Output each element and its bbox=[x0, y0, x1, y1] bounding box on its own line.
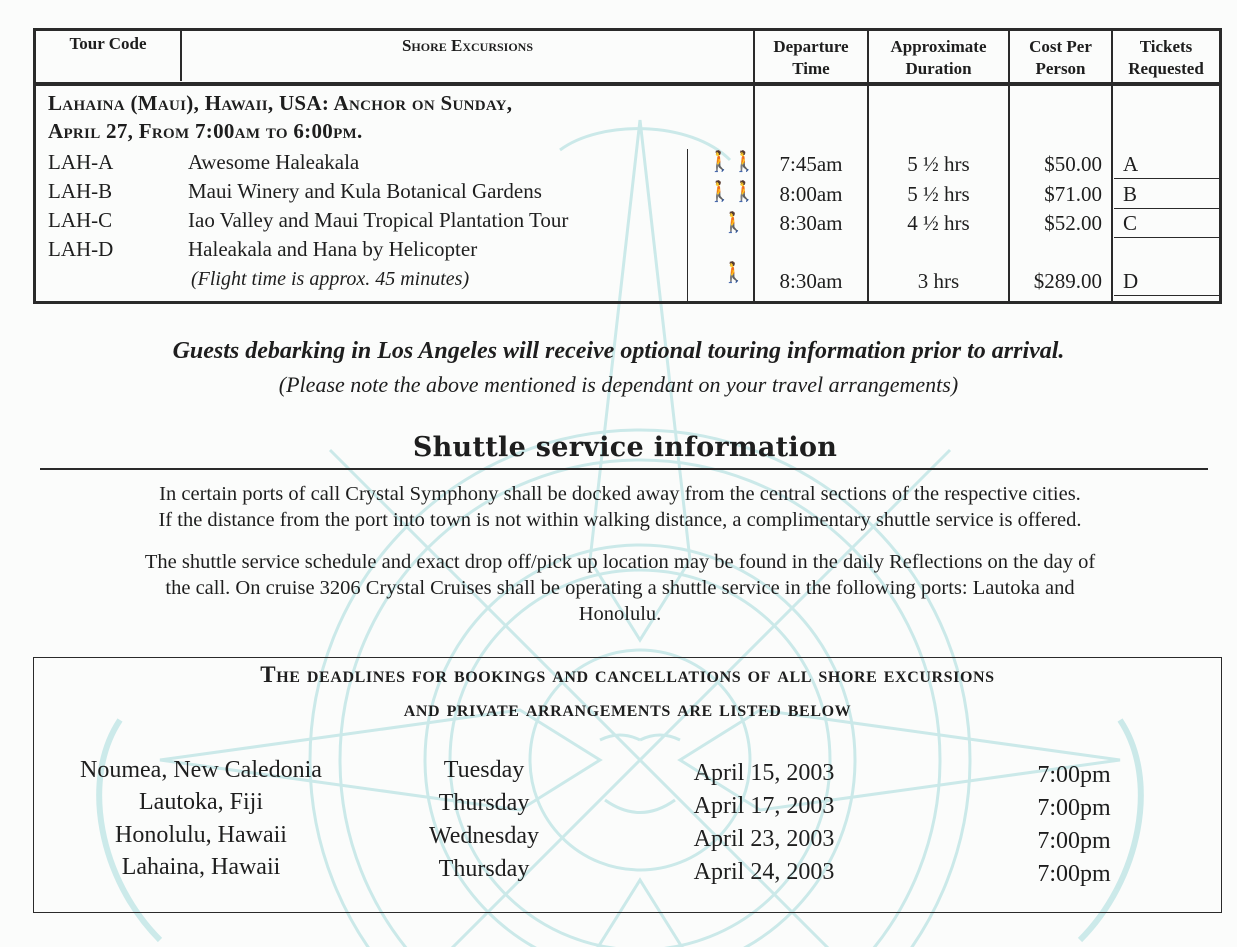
cost: $52.00 bbox=[1044, 211, 1102, 235]
section-divider bbox=[40, 468, 1208, 470]
header-cost-per-person: Cost Per Person bbox=[1029, 37, 1092, 78]
walking-person-icon: 🚶 bbox=[721, 212, 746, 234]
deadline-port: Lahaina, Hawaii bbox=[121, 854, 281, 880]
duration: 3 hrs bbox=[917, 269, 960, 293]
notice-travel-arrangements: (Please note the above mentioned is dependant on your travel arrangements) bbox=[278, 372, 959, 397]
ticket-letter[interactable]: C bbox=[1123, 211, 1138, 235]
notice-debarking: Guests debarking in Los Angeles will receive optional touring information prior to arrival. bbox=[172, 338, 1065, 364]
deadline-date: April 17, 2003 bbox=[693, 793, 835, 819]
departure-time: 8:00am bbox=[779, 182, 843, 206]
deadline-time: 7:00pm bbox=[1037, 762, 1111, 788]
deadline-day: Thursday bbox=[438, 790, 530, 816]
tour-code: LAH-A bbox=[48, 150, 114, 174]
activity-column-divider bbox=[687, 149, 688, 301]
shuttle-paragraph-2 bbox=[30, 549, 1210, 627]
cost: $71.00 bbox=[1044, 182, 1102, 206]
deadline-time: 7:00pm bbox=[1037, 861, 1111, 887]
deadlines-title-line-1: The deadlines for bookings and cancellations of all shore excursions bbox=[260, 662, 995, 687]
port-title bbox=[48, 89, 512, 145]
ticket-letter[interactable]: B bbox=[1123, 182, 1138, 206]
excursion-note: (Flight time is approx. 45 minutes) bbox=[191, 268, 470, 290]
ticket-line bbox=[1114, 237, 1222, 238]
tour-code: LAH-D bbox=[48, 237, 114, 261]
deadlines-title-line-2: and private arrangements are listed below bbox=[403, 696, 852, 721]
deadlines-box bbox=[33, 657, 1222, 913]
tour-code: LAH-B bbox=[48, 179, 113, 203]
shuttle-paragraph-1 bbox=[30, 481, 1210, 533]
deadline-date: April 23, 2003 bbox=[693, 826, 835, 852]
paragraph-line: If the distance from the port into town is not within walking distance, a complimentary shuttle service is offered. bbox=[158, 509, 1082, 531]
cost: $50.00 bbox=[1044, 152, 1102, 176]
paragraph-line: Honolulu. bbox=[578, 603, 662, 625]
tour-code: LAH-C bbox=[48, 208, 113, 232]
duration: 5 ½ hrs bbox=[907, 152, 970, 176]
ticket-letter[interactable]: A bbox=[1123, 152, 1139, 176]
paragraph-line: In certain ports of call Crystal Symphony shall be docked away from the central sections of the respective cities. bbox=[159, 483, 1081, 505]
port-title-line-2: April 27, From 7:00am to 6:00pm. bbox=[48, 119, 363, 143]
excursion-name: Haleakala and Hana by Helicopter bbox=[188, 237, 478, 261]
header-departure-time: Departure Time bbox=[773, 37, 849, 78]
header-rule bbox=[36, 82, 1219, 86]
deadline-day: Thursday bbox=[438, 856, 530, 882]
ticket-line bbox=[1114, 295, 1222, 296]
departure-time: 8:30am bbox=[779, 211, 843, 235]
cost: $289.00 bbox=[1033, 269, 1102, 293]
duration: 5 ½ hrs bbox=[907, 182, 970, 206]
shuttle-section-title: Shuttle service information bbox=[412, 432, 838, 463]
ticket-line bbox=[1114, 208, 1222, 209]
header-tickets-requested: Tickets Requested bbox=[1128, 37, 1204, 78]
excursion-name: Awesome Haleakala bbox=[188, 150, 360, 174]
deadline-time: 7:00pm bbox=[1037, 828, 1111, 854]
deadline-time: 7:00pm bbox=[1037, 795, 1111, 821]
deadline-date: April 24, 2003 bbox=[693, 859, 835, 885]
shore-excursions-table bbox=[33, 28, 1222, 304]
ticket-letter[interactable]: D bbox=[1123, 269, 1139, 293]
deadline-day: Tuesday bbox=[443, 757, 525, 783]
excursion-name: Iao Valley and Maui Tropical Plantation Tour bbox=[188, 208, 569, 232]
paragraph-line: The shuttle service schedule and exact drop off/pick up location may be found in the daily Reflections on the day of bbox=[144, 551, 1096, 573]
deadline-date: April 15, 2003 bbox=[693, 760, 835, 786]
departure-time: 7:45am bbox=[779, 152, 843, 176]
deadline-day: Wednesday bbox=[428, 823, 540, 849]
paragraph-line: the call. On cruise 3206 Crystal Cruises shall be operating a shuttle service in the following ports: Lautoka and bbox=[165, 577, 1075, 599]
walking-person-pair-icon: 🚶🚶 bbox=[707, 151, 757, 173]
walking-person-pair-icon: 🚶🚶 bbox=[707, 181, 757, 203]
duration: 4 ½ hrs bbox=[907, 211, 970, 235]
excursion-name: Maui Winery and Kula Botanical Gardens bbox=[188, 179, 542, 203]
header-tour-code: Tour Code bbox=[69, 34, 147, 53]
deadline-port: Lautoka, Fiji bbox=[139, 789, 263, 815]
ticket-line bbox=[1114, 178, 1222, 179]
header-shore-excursions: Shore Excursions bbox=[401, 36, 534, 55]
walking-person-icon: 🚶 bbox=[721, 262, 746, 284]
deadline-port: Honolulu, Hawaii bbox=[115, 822, 287, 848]
departure-time: 8:30am bbox=[779, 269, 843, 293]
header-approximate-duration: Approximate Duration bbox=[890, 37, 987, 78]
deadline-port: Noumea, New Caledonia bbox=[80, 757, 322, 783]
port-title-line-1: Lahaina (Maui), Hawaii, USA: Anchor on Sunday, bbox=[48, 91, 513, 115]
